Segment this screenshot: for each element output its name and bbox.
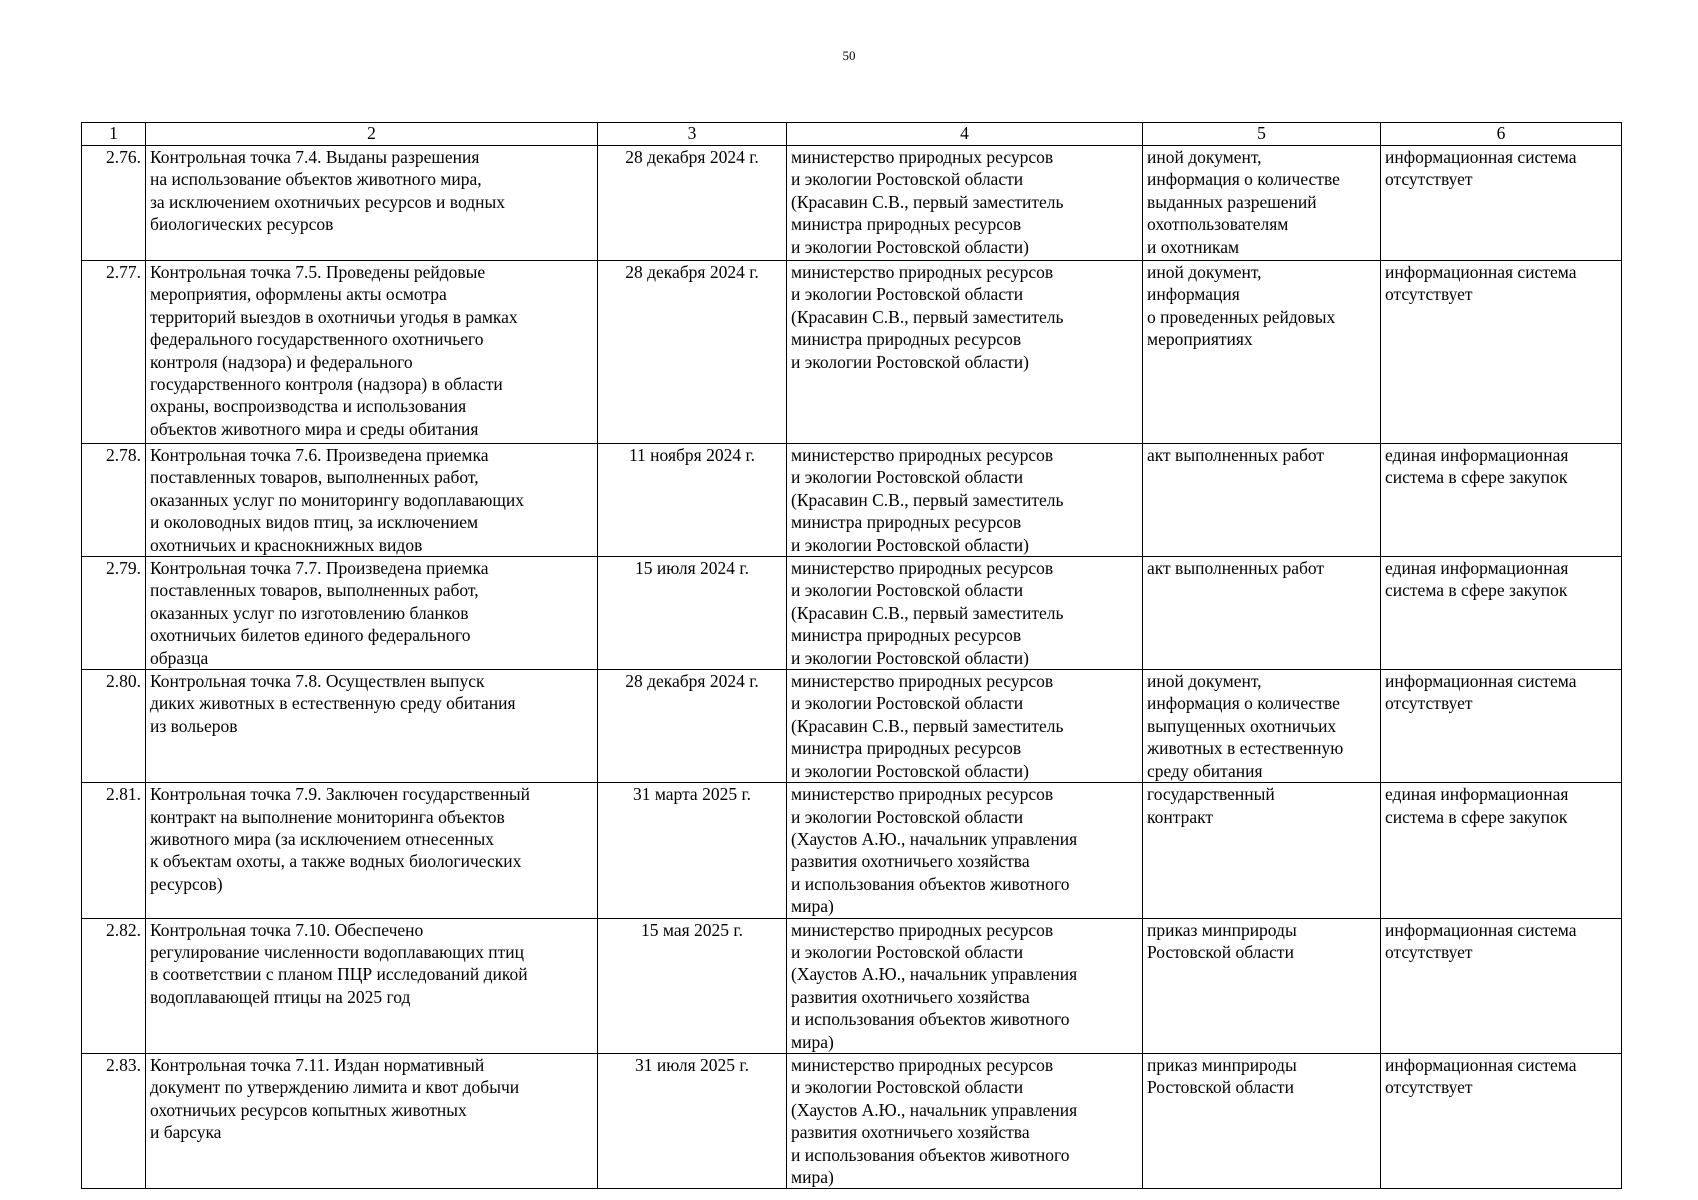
control-point-description: Контрольная точка 7.8. Осуществлен выпуск диких животных в естественную среду обитания из вольеров [146, 670, 598, 783]
control-points-table [81, 122, 1622, 1189]
table-row [82, 146, 1622, 261]
control-point-description: Контрольная точка 7.6. Произведена приемка поставленных товаров, выполненных работ, оказанных услуг по мониторингу водоплавающих и околоводных видов птиц, за исключением охотничьих и краснокнижных видов [146, 444, 598, 557]
deadline-date: 15 июля 2024 г. [598, 557, 787, 670]
information-system: единая информационная система в сфере закупок [1381, 783, 1622, 918]
table-row [82, 261, 1622, 444]
deadline-date: 28 декабря 2024 г. [598, 261, 787, 444]
deadline-date: 31 марта 2025 г. [598, 783, 787, 918]
row-number: 2.81. [82, 783, 146, 918]
confirming-document: иной документ, информация о проведенных рейдовых мероприятиях [1143, 261, 1381, 444]
column-header: 5 [1143, 123, 1381, 146]
responsible-executor: министерство природных ресурсов и экологии Ростовской области (Красавин С.В., первый заместитель министра природных ресурсов и экологии Ростовской области) [787, 146, 1143, 261]
row-number: 2.79. [82, 557, 146, 670]
table-row [82, 444, 1622, 557]
control-point-description: Контрольная точка 7.7. Произведена приемка поставленных товаров, выполненных работ, оказанных услуг по изготовлению бланков охотничьих билетов единого федерального образца [146, 557, 598, 670]
information-system: информационная система отсутствует [1381, 146, 1622, 261]
table-row [82, 670, 1622, 783]
confirming-document: акт выполненных работ [1143, 444, 1381, 557]
control-point-description: Контрольная точка 7.11. Издан нормативный документ по утверждению лимита и квот добычи охотничьих ресурсов копытных животных и барсука [146, 1053, 598, 1188]
confirming-document: приказ минприроды Ростовской области [1143, 918, 1381, 1053]
control-point-description: Контрольная точка 7.9. Заключен государственный контракт на выполнение мониторинга объектов животного мира (за исключением отнесенных к объектам охоты, а также водных биологических ресурсов) [146, 783, 598, 918]
row-number: 2.82. [82, 918, 146, 1053]
confirming-document: акт выполненных работ [1143, 557, 1381, 670]
responsible-executor: министерство природных ресурсов и экологии Ростовской области (Хаустов А.Ю., начальник управления развития охотничьего хозяйства и использования объектов животного мира) [787, 783, 1143, 918]
row-number: 2.76. [82, 146, 146, 261]
table-header-row [82, 123, 1622, 146]
confirming-document: государственный контракт [1143, 783, 1381, 918]
information-system: единая информационная система в сфере закупок [1381, 557, 1622, 670]
row-number: 2.77. [82, 261, 146, 444]
responsible-executor: министерство природных ресурсов и экологии Ростовской области (Красавин С.В., первый заместитель министра природных ресурсов и экологии Ростовской области) [787, 444, 1143, 557]
deadline-date: 31 июля 2025 г. [598, 1053, 787, 1188]
confirming-document: иной документ, информация о количестве выданных разрешений охотпользователям и охотникам [1143, 146, 1381, 261]
table-row [82, 783, 1622, 918]
information-system: единая информационная система в сфере закупок [1381, 444, 1622, 557]
row-number: 2.83. [82, 1053, 146, 1188]
column-header: 1 [82, 123, 146, 146]
responsible-executor: министерство природных ресурсов и экологии Ростовской области (Хаустов А.Ю., начальник управления развития охотничьего хозяйства и использования объектов животного мира) [787, 918, 1143, 1053]
table-row [82, 1053, 1622, 1188]
confirming-document: иной документ, информация о количестве выпущенных охотничьих животных в естественную среду обитания [1143, 670, 1381, 783]
deadline-date: 11 ноября 2024 г. [598, 444, 787, 557]
column-header: 2 [146, 123, 598, 146]
deadline-date: 28 декабря 2024 г. [598, 670, 787, 783]
row-number: 2.80. [82, 670, 146, 783]
information-system: информационная система отсутствует [1381, 1053, 1622, 1188]
table-row [82, 557, 1622, 670]
column-header: 4 [787, 123, 1143, 146]
column-header: 3 [598, 123, 787, 146]
responsible-executor: министерство природных ресурсов и экологии Ростовской области (Красавин С.В., первый заместитель министра природных ресурсов и экологии Ростовской области) [787, 557, 1143, 670]
page-number: 50 [842, 48, 856, 63]
control-point-description: Контрольная точка 7.10. Обеспечено регулирование численности водоплавающих птиц в соответствии с планом ПЦР исследований дикой водоплавающей птицы на 2025 год [146, 918, 598, 1053]
deadline-date: 28 декабря 2024 г. [598, 146, 787, 261]
responsible-executor: министерство природных ресурсов и экологии Ростовской области (Красавин С.В., первый заместитель министра природных ресурсов и экологии Ростовской области) [787, 670, 1143, 783]
control-point-description: Контрольная точка 7.5. Проведены рейдовые мероприятия, оформлены акты осмотра территорий выездов в охотничьи угодья в рамках федерального государственного охотничьего контроля (надзора) и федерального государственного контроля (надзора) в области охраны, воспроизводства и использования объектов животного мира и среды обитания [146, 261, 598, 444]
confirming-document: приказ минприроды Ростовской области [1143, 1053, 1381, 1188]
responsible-executor: министерство природных ресурсов и экологии Ростовской области (Красавин С.В., первый заместитель министра природных ресурсов и экологии Ростовской области) [787, 261, 1143, 444]
information-system: информационная система отсутствует [1381, 670, 1622, 783]
control-point-description: Контрольная точка 7.4. Выданы разрешения на использование объектов животного мира, за исключением охотничьих ресурсов и водных биологических ресурсов [146, 146, 598, 261]
information-system: информационная система отсутствует [1381, 261, 1622, 444]
information-system: информационная система отсутствует [1381, 918, 1622, 1053]
row-number: 2.78. [82, 444, 146, 557]
responsible-executor: министерство природных ресурсов и экологии Ростовской области (Хаустов А.Ю., начальник управления развития охотничьего хозяйства и использования объектов животного мира) [787, 1053, 1143, 1188]
table-row [82, 918, 1622, 1053]
column-header: 6 [1381, 123, 1622, 146]
deadline-date: 15 мая 2025 г. [598, 918, 787, 1053]
